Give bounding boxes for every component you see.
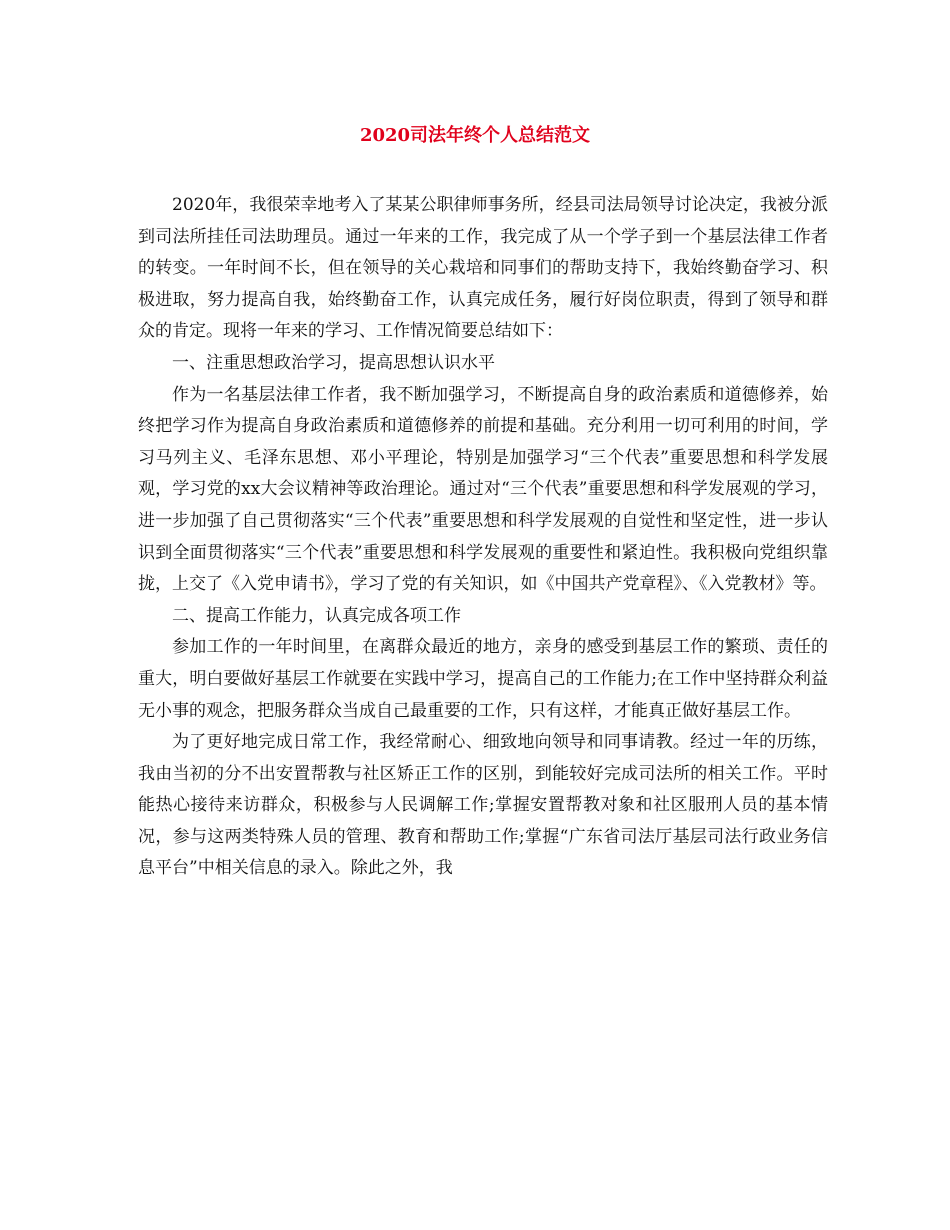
paragraph-political-study: 作为一名基层法律工作者，我不断加强学习，不断提高自身的政治素质和道德修养，始终把学习作为提高自身政治素质和道德修养的前提和基础。充分利用一切可利用的时间，学习马列主义、毛泽东思想、邓小平理论，特别是加强学习“三个代表”重要思想和科学发展观，学习党的xx大会议精神等政治理论。通过对“三个代表”重要思想和科学发展观的学习，进一步加强了自己贯彻落实“三个代表”重要思想和科学发展观的自觉性和坚定性，进一步认识到全面贯彻落实“三个代表”重要思想和科学发展观的重要性和紧迫性。我积极向党组织靠拢，上交了《入党申请书》，学习了党的有关知识，如《中国共产党章程》、《入党教材》等。 (138, 384, 828, 595)
paragraph-intro: 2020年，我很荣幸地考入了某某公职律师事务所，经县司法局领导讨论决定，我被分派到司法所挂任司法助理员。通过一年来的工作，我完成了从一个学子到一个基层法律工作者的转变。一年时间不长，但在领导的关心栽培和同事们的帮助支持下，我始终勤奋学习、积极进取，努力提高自我，始终勤奋工作，认真完成任务，履行好岗位职责，得到了领导和群众的肯定。现将一年来的学习、工作情况简要总结如下： (138, 195, 828, 342)
section-heading-1: 一、注重思想政治学习，提高思想认识水平 (172, 352, 495, 373)
paragraph-work-ability: 参加工作的一年时间里，在离群众最近的地方，亲身的感受到基层工作的繁琐、责任的重大，明白要做好基层工作就要在实践中学习，提高自己的工作能力;在工作中坚持群众利益无小事的观念，把服务群众当成自己最重要的工作，只有这样，才能真正做好基层工作。 (138, 637, 828, 721)
section-heading-2: 二、提高工作能力，认真完成各项工作 (172, 605, 461, 626)
paragraph-daily-work: 为了更好地完成日常工作，我经常耐心、细致地向领导和同事请教。经过一年的历练，我由当初的分不出安置帮教与社区矫正工作的区别，到能较好完成司法所的相关工作。平时能热心接待来访群众，积极参与人民调解工作;掌握安置帮教对象和社区服刑人员的基本情况，参与这两类特殊人员的管理、教育和帮助工作;掌握“广东省司法厅基层司法行政业务信息平台”中相关信息的录入。除此之外，我 (138, 732, 828, 879)
document-title: 2020司法年终个人总结范文 (359, 125, 591, 146)
document-body (138, 190, 828, 885)
